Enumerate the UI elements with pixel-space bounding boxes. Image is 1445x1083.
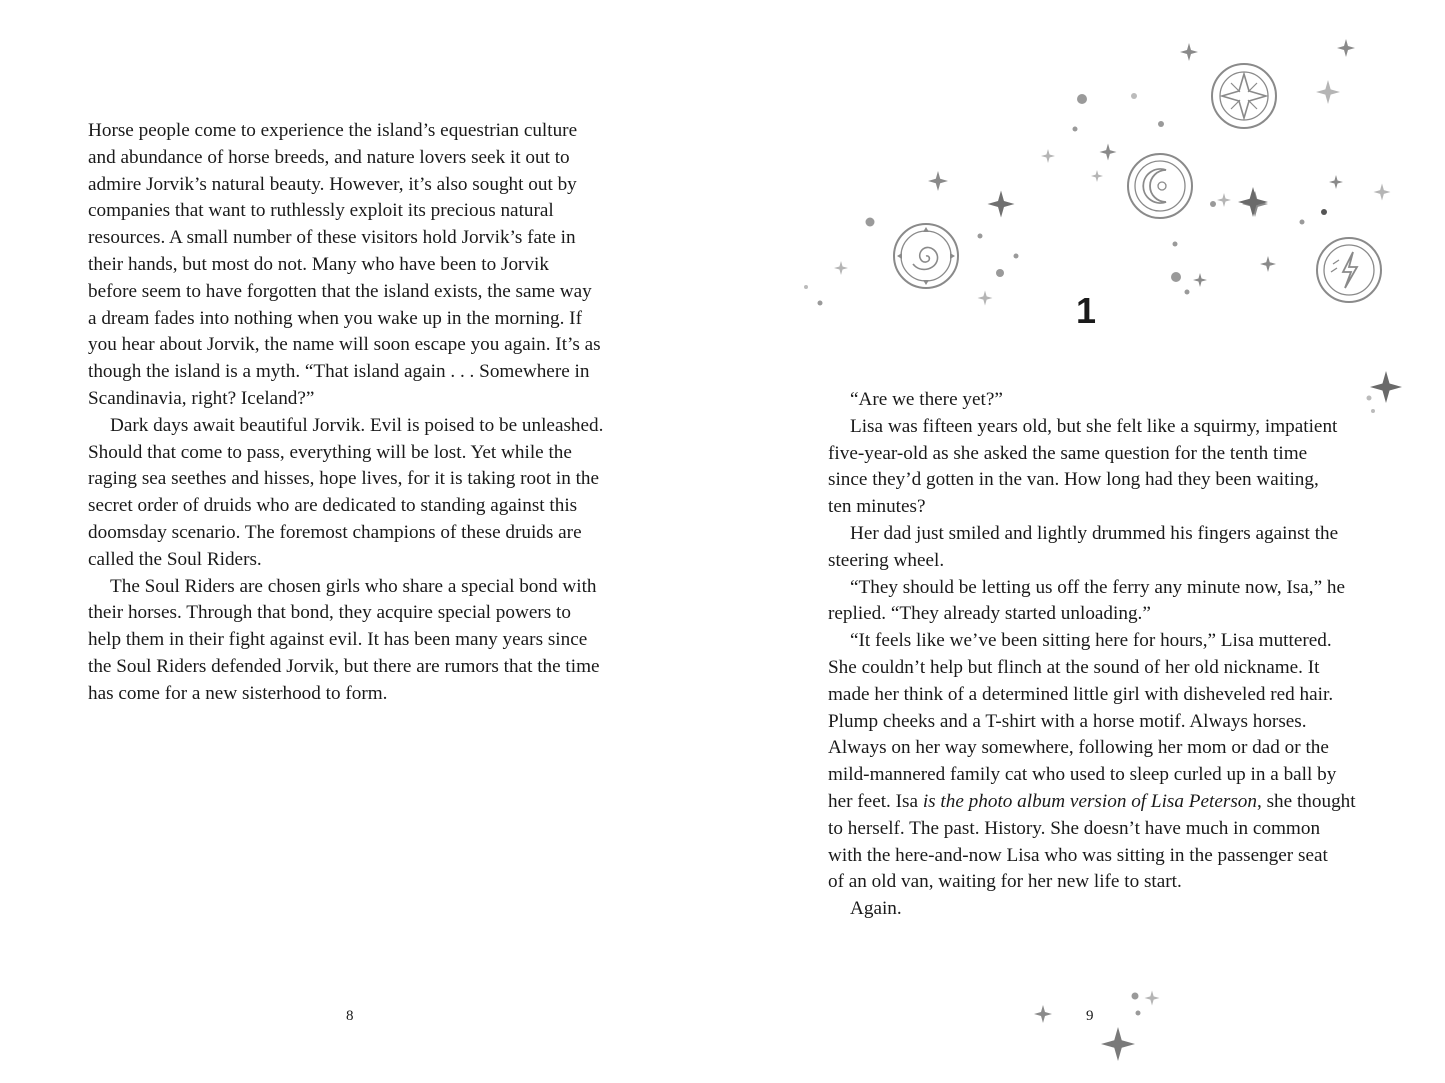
left-page-body xyxy=(88,118,628,708)
body-line-part: her feet. Isa xyxy=(828,790,923,812)
body-line: replied. “They already started unloading.” xyxy=(828,603,1151,625)
body-line: called the Soul Riders. xyxy=(88,548,262,570)
body-line: The Soul Riders are chosen girls who share a special bond with xyxy=(110,575,597,597)
body-line: you hear about Jorvik, the name will soon escape you again. It’s as xyxy=(88,334,601,356)
body-line: to herself. The past. History. She doesn’t have much in common xyxy=(828,817,1321,839)
body-line: and abundance of horse breeds, and nature lovers seek it out to xyxy=(88,146,570,168)
body-line: though the island is a myth. “That island again . . . Somewhere in xyxy=(88,361,590,383)
page-number-left: 8 xyxy=(346,1008,354,1024)
body-line: Again. xyxy=(850,898,902,920)
body-line-part: , she thought xyxy=(1257,790,1356,812)
body-line: “Are we there yet?” xyxy=(850,389,1003,410)
body-line: since they’d gotten in the van. How long had they been waiting, xyxy=(828,469,1319,491)
spiral-emblem-icon xyxy=(894,224,958,288)
body-line: Always on her way somewhere, following her mom or dad or the xyxy=(828,737,1329,759)
right-page-body xyxy=(828,387,1368,923)
right-page xyxy=(722,0,1445,1083)
left-page xyxy=(0,0,722,1083)
body-line: Scandinavia, right? Iceland?” xyxy=(88,387,315,409)
body-line: doomsday scenario. The foremost champions of these druids are xyxy=(88,521,582,543)
body-line: Should that come to pass, everything will be lost. Yet while the xyxy=(88,441,572,463)
body-line: of an old van, waiting for her new life to start. xyxy=(828,871,1182,893)
body-line: mild-mannered family cat who used to sleep curled up in a ball by xyxy=(828,764,1337,786)
body-line: She couldn’t help but flinch at the sound of her old nickname. It xyxy=(828,656,1320,678)
body-line: Dark days await beautiful Jorvik. Evil is poised to be unleashed. xyxy=(110,414,604,436)
italic-thought: is the photo album version of Lisa Peterson xyxy=(922,790,1257,812)
body-line: before seem to have forgotten that the island exists, the same way xyxy=(88,280,592,302)
body-line: with the here-and-now Lisa who was sitting in the passenger seat xyxy=(828,844,1328,866)
body-line: a dream fades into nothing when you wake up in the morning. If xyxy=(88,307,582,329)
body-line: ten minutes? xyxy=(828,496,926,518)
body-line: Plump cheeks and a T-shirt with a horse motif. Always horses. xyxy=(828,710,1307,732)
body-line: resources. A small number of these visitors hold Jorvik’s fate in xyxy=(88,227,576,249)
body-line: their hands, but most do not. Many who have been to Jorvik xyxy=(88,253,549,275)
body-line: steering wheel. xyxy=(828,549,945,571)
body-line: companies that want to ruthlessly exploit its precious natural xyxy=(88,200,554,222)
body-line-with-italic xyxy=(828,789,1368,816)
body-line: raging sea seethes and hisses, hope lives, for it is taking root in the xyxy=(88,468,600,490)
body-line: Her dad just smiled and lightly drummed his fingers against the xyxy=(850,522,1339,544)
page-number-right: 9 xyxy=(1086,1008,1094,1024)
chapter-number: 1 xyxy=(1076,290,1097,331)
body-line: help them in their fight against evil. It has been many years since xyxy=(88,629,588,651)
body-line: five-year-old as she asked the same question for the tenth time xyxy=(828,442,1308,464)
body-line: Horse people come to experience the island’s equestrian culture xyxy=(88,120,578,141)
body-line: “It feels like we’ve been sitting here for hours,” Lisa muttered. xyxy=(850,630,1332,652)
body-line: their horses. Through that bond, they acquire special powers to xyxy=(88,602,571,624)
body-line: has come for a new sisterhood to form. xyxy=(88,682,388,704)
body-line: admire Jorvik’s natural beauty. However, it’s also sought out by xyxy=(88,173,577,195)
body-line: secret order of druids who are dedicated to standing against this xyxy=(88,495,578,517)
body-line: made her think of a determined little girl with disheveled red hair. xyxy=(828,683,1334,705)
body-line: “They should be letting us off the ferry any minute now, Isa,” he xyxy=(850,576,1346,598)
moon-emblem-icon xyxy=(1128,154,1192,218)
body-line: the Soul Riders defended Jorvik, but there are rumors that the time xyxy=(88,655,600,677)
star-compass-emblem-icon xyxy=(1212,64,1276,128)
lightning-emblem-icon xyxy=(1317,238,1381,302)
body-line: Lisa was fifteen years old, but she felt like a squirmy, impatient xyxy=(850,415,1338,437)
